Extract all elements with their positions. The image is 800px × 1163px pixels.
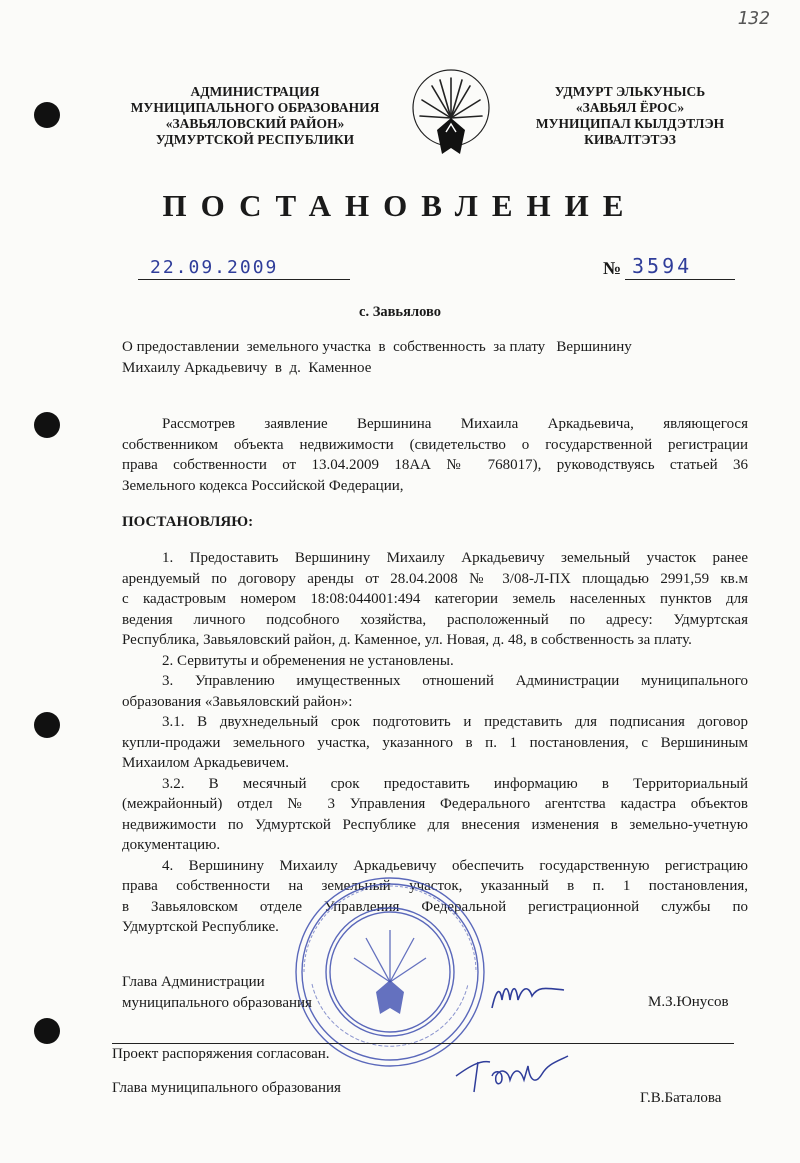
approver-name: Г.В.Баталова <box>640 1090 722 1106</box>
header-right <box>512 84 748 148</box>
document-date: 22.09.2009 <box>150 257 279 278</box>
signature-batalova-icon <box>450 1046 590 1098</box>
header-left <box>118 84 392 148</box>
body-line: права собственности на земельный участок, указанный в п. 1 постановления, <box>122 878 748 894</box>
header-left-line: АДМИНИСТРАЦИЯ <box>190 84 320 99</box>
header-right-line: МУНИЦИПАЛ КЫЛДЭТЛЭН <box>535 116 725 131</box>
signature-yunusov-icon <box>488 978 568 1014</box>
signatory-title <box>122 972 382 1013</box>
approval-note: Проект распоряжения согласован. <box>112 1046 330 1062</box>
body-line: Михаилом Аркадьевичем. <box>122 755 290 771</box>
header-right-line: «ЗАВЬЯЛ ЁРОС» <box>575 100 685 115</box>
body-line: недвижимости по Удмуртской Республике для внесения изменения в земельно-учетную <box>122 816 748 833</box>
punch-hole <box>34 102 60 128</box>
signatory-name: М.З.Юнусов <box>648 994 729 1010</box>
body-line: Удмуртской Республике. <box>122 919 279 935</box>
body-line: ведения личного подсобного хозяйства, расположенный по адресу: Удмуртская <box>122 611 748 628</box>
body-line: 3.1. В двухнедельный срок подготовить и представить для подписания договор <box>162 714 748 730</box>
body-line: арендуемый по договору аренды от 28.04.2008 № 3/08-Л-ПХ площадью 2991,59 кв.м <box>122 570 748 587</box>
number-underline <box>625 279 735 280</box>
punch-hole <box>34 1018 60 1044</box>
body-line: в Завьяловском отделе Управления Федеральной регистрационной службы по <box>122 898 748 915</box>
header-right-line: УДМУРТ ЭЛЬКУНЫСЬ <box>554 84 706 99</box>
preamble-line: права собственности от 13.04.2009 18АА № 768017), руководствуясь статьей 36 <box>122 457 748 473</box>
body-line: документацию. <box>122 837 221 853</box>
document-subject <box>122 337 762 378</box>
punch-hole <box>34 712 60 738</box>
header-left-line: «ЗАВЬЯЛОВСКИЙ РАЙОН» <box>165 116 345 131</box>
page-number: 132 <box>737 8 770 29</box>
header-right-line: КИВАЛТЭТЭЗ <box>584 132 676 147</box>
body-line: 4. Вершинину Михаилу Аркадьевичу обеспечить государственную регистрацию <box>162 857 748 874</box>
preamble <box>122 414 748 496</box>
body-line: 3. Управлению имущественных отношений Администрации муниципального <box>162 673 748 689</box>
preamble-line: Земельного кодекса Российской Федерации, <box>122 477 404 494</box>
header-left-line: УДМУРТСКОЙ РЕСПУБЛИКИ <box>155 132 355 147</box>
header-left-line: МУНИЦИПАЛЬНОГО ОБРАЗОВАНИЯ <box>130 100 380 115</box>
body-line: 3.2. В месячный срок предоставить информацию в Территориальный <box>162 775 748 792</box>
body-line: 2. Сервитуты и обременения не установлены. <box>162 652 454 669</box>
approver-title: Глава муниципального образования <box>112 1080 341 1096</box>
punch-hole <box>34 412 60 438</box>
body-line: купли-продажи земельного участка, указанного в п. 1 постановления, с Вершининым <box>122 734 748 751</box>
signatory-title-line: муниципального образования <box>122 994 312 1011</box>
date-underline <box>138 279 350 280</box>
subject-line: Михаилу Аркадьевичу в д. Каменное <box>122 359 372 376</box>
body-line: с кадастровым номером 18:08:044001:494 категории земель населенных пунктов для <box>122 591 748 607</box>
subject-line: О предоставлении земельного участка в собственность за плату Вершинину <box>122 339 632 355</box>
number-label: № <box>603 258 622 278</box>
document-place: с. Завьялово <box>359 304 441 320</box>
signatory-title-line: Глава Администрации <box>122 974 265 990</box>
decree-word: ПОСТАНОВЛЯЮ: <box>122 514 254 530</box>
preamble-line: Рассмотрев заявление Вершинина Михаила Аркадьевича, являющегося <box>162 416 748 432</box>
body-line: Республика, Завьяловский район, д. Каменное, ул. Новая, д. 48, в собственность за плату. <box>122 632 692 648</box>
body-line: 1. Предоставить Вершинину Михаилу Аркадьевичу земельный участок ранее <box>162 550 748 566</box>
district-emblem-icon <box>410 64 492 160</box>
document-title: ПОСТАНОВЛЕНИЕ <box>162 188 638 223</box>
body-line: образования «Завьяловский район»: <box>122 693 353 710</box>
document-number: 3594 <box>632 254 693 278</box>
body-line: (межрайонный) отдел № 3 Управления Федерального агентства кадастра объектов <box>122 796 748 812</box>
preamble-line: собственником объекта недвижимости (свидетельство о государственной регистрации <box>122 436 748 453</box>
